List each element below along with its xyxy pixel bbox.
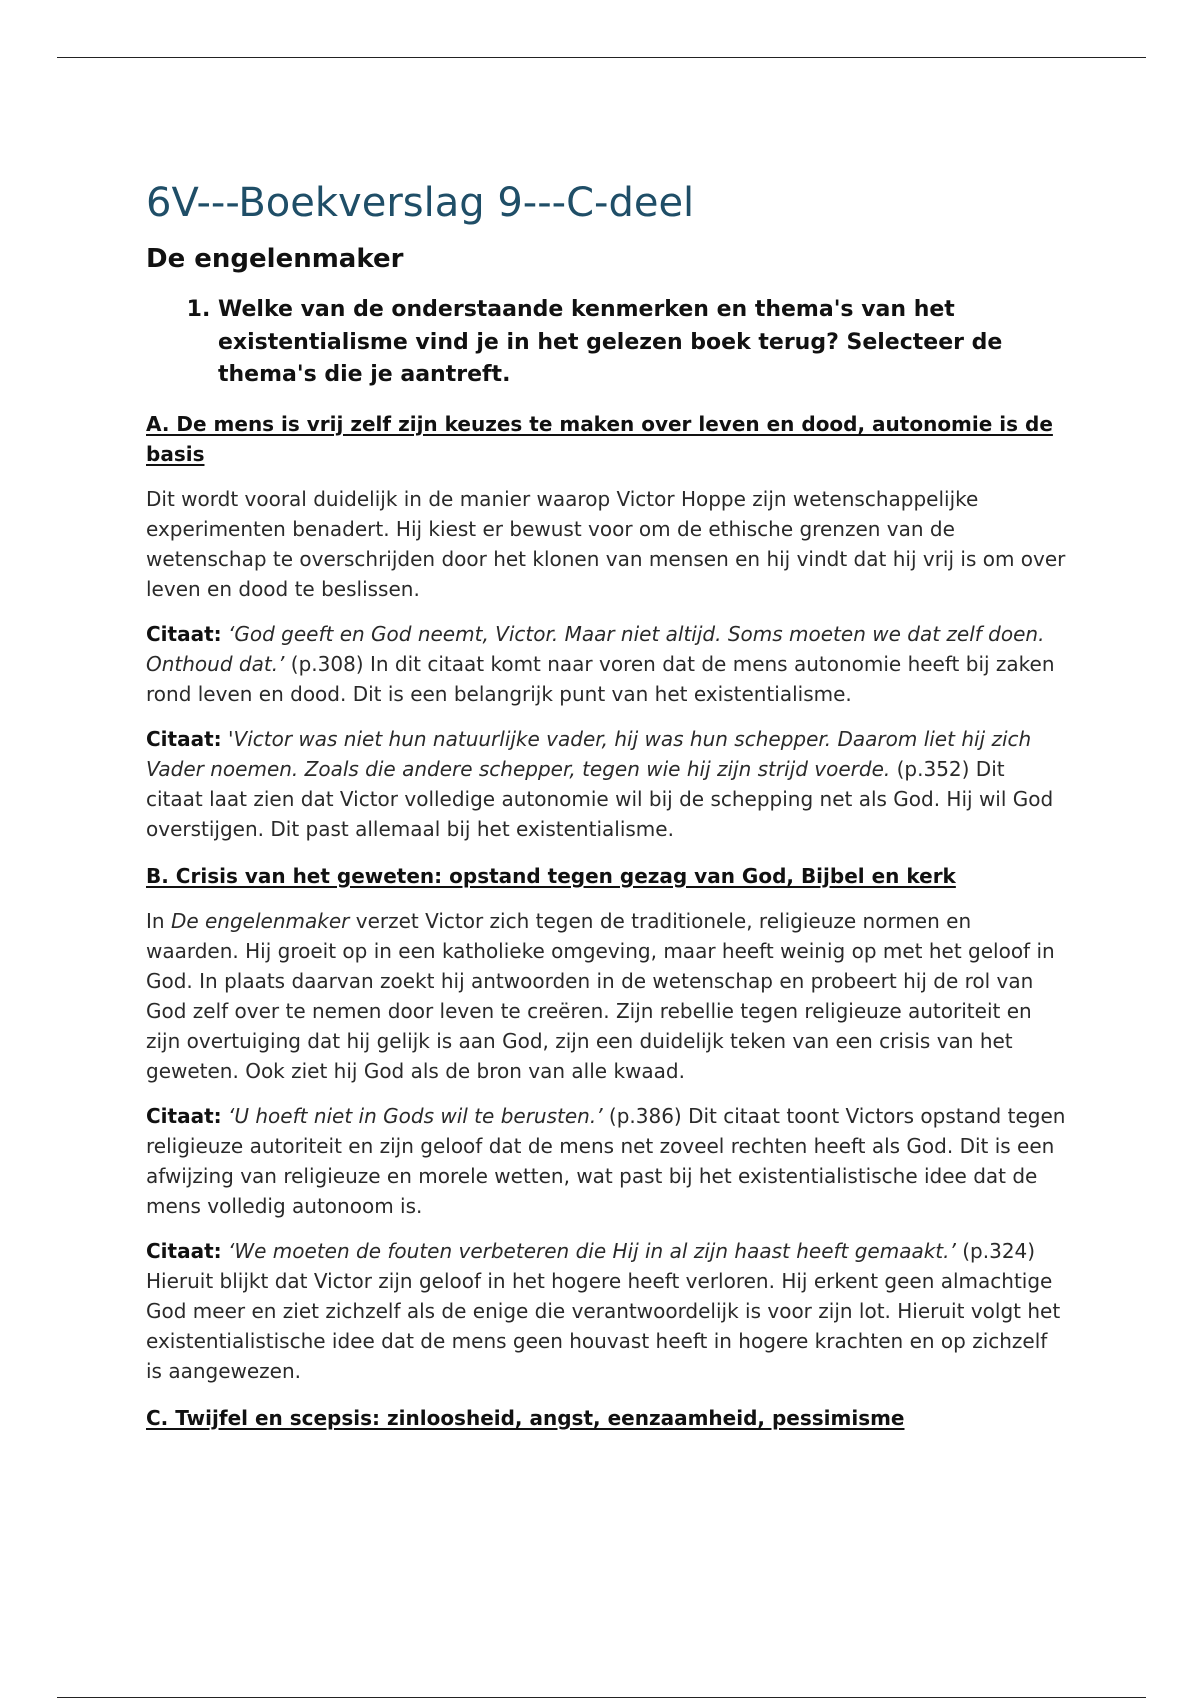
book-title: De engelenmaker: [146, 244, 404, 274]
bottom-rule: [57, 1697, 1146, 1698]
quote-text: ‘God geeft en God neemt, Victor. Maar niet altijd. Soms moeten we dat zelf doen. Onthoud dat.’: [146, 621, 1045, 676]
question-list: [146, 294, 1066, 392]
quote-label: Citaat:: [146, 621, 222, 646]
intro-prefix: In: [146, 908, 171, 933]
section-a-intro: Dit wordt vooral duidelijk in de manier waarop Victor Hoppe zijn wetenschappelijke experimenten benadert. Hij kiest er bewust voor om de ethische grenzen van de wetenschap te overschrijden door het klonen van mensen en hij vindt dat hij vrij is om over leven en dood te beslissen.: [146, 486, 1066, 601]
section-b-quote-2: [146, 1236, 1066, 1386]
quote-text: 'Victor was niet hun natuurlijke vader, hij was hun schepper. Daarom liet hij zich Vader noemen. Zoals die andere schepper, tegen wie hij zijn strijd voerde.: [146, 726, 1032, 781]
book-title-inline: De engelenmaker: [170, 908, 350, 933]
question-item: 1. Welke van de onderstaande kenmerken en thema's van het existentialisme vind je in het gelezen boek terug? Selecteer de thema's die je aantreft.: [218, 294, 1066, 392]
section-b-intro: [146, 906, 1066, 1086]
top-rule: [57, 57, 1146, 58]
document-body: [146, 178, 1066, 1433]
document-title: 6V---Boekverslag 9---C-deel: [146, 180, 695, 226]
section-a-heading: A. De mens is vrij zelf zijn keuzes te maken over leven en dood, autonomie is de basis: [146, 411, 1053, 466]
section-b-quote-1: [146, 1101, 1066, 1221]
section-b-heading: B. Crisis van het geweten: opstand tegen gezag van God, Bijbel en kerk: [146, 863, 956, 888]
section-c-heading: C. Twijfel en scepsis: zinloosheid, angst, eenzaamheid, pessimisme: [146, 1405, 905, 1430]
quote-explanation: (p.386) Dit citaat toont Victors opstand tegen religieuze autoriteit en zijn geloof dat de mens net zoveel rechten heeft als God. Dit is een afwijzing van religieuze en morele wetten, wat past bij het existentialistische idee dat de mens volledig autonoom is.: [146, 1103, 1066, 1218]
quote-label: Citaat:: [146, 1103, 222, 1128]
intro-body: verzet Victor zich tegen de traditionele, religieuze normen en waarden. Hij groeit op in een katholieke omgeving, maar heeft weinig op met het geloof in God. In plaats daarvan zoekt hij antwoorden in de wetenschap en probeert hij de rol van God zelf over te nemen door leven te creëren. Zijn rebellie tegen religieuze autoriteit en zijn overtuiging dat hij gelijk is aan God, zijn een duidelijk teken van een crisis van het geweten. Ook ziet hij God als de bron van alle kwaad.: [146, 908, 1055, 1083]
quote-explanation: (p.352) Dit citaat laat zien dat Victor volledige autonomie wil bij de schepping net als God. Hij wil God overstijgen. Dit past allemaal bij het existentialisme.: [146, 756, 1054, 841]
quote-label: Citaat:: [146, 726, 222, 751]
section-a-quote-2: [146, 724, 1066, 844]
quote-text: ‘We moeten de fouten verbeteren die Hij in al zijn haast heeft gemaakt.’: [221, 1238, 956, 1263]
quote-label: Citaat:: [146, 1238, 222, 1263]
section-a-quote-1: [146, 619, 1066, 709]
quote-text: ‘U hoeft niet in Gods wil te berusten.’: [221, 1103, 603, 1128]
quote-explanation: (p.308) In dit citaat komt naar voren dat de mens autonomie heeft bij zaken rond leven en dood. Dit is een belangrijk punt van het existentialisme.: [146, 651, 1055, 706]
quote-explanation: (p.324) Hieruit blijkt dat Victor zijn geloof in het hogere heeft verloren. Hij erkent geen almachtige God meer en ziet zichzelf als de enige die verantwoordelijk is voor zijn lot. Hieruit volgt het existentialistische idee dat de mens geen houvast heeft in hogere krachten en op zichzelf is aangewezen.: [146, 1238, 1061, 1383]
